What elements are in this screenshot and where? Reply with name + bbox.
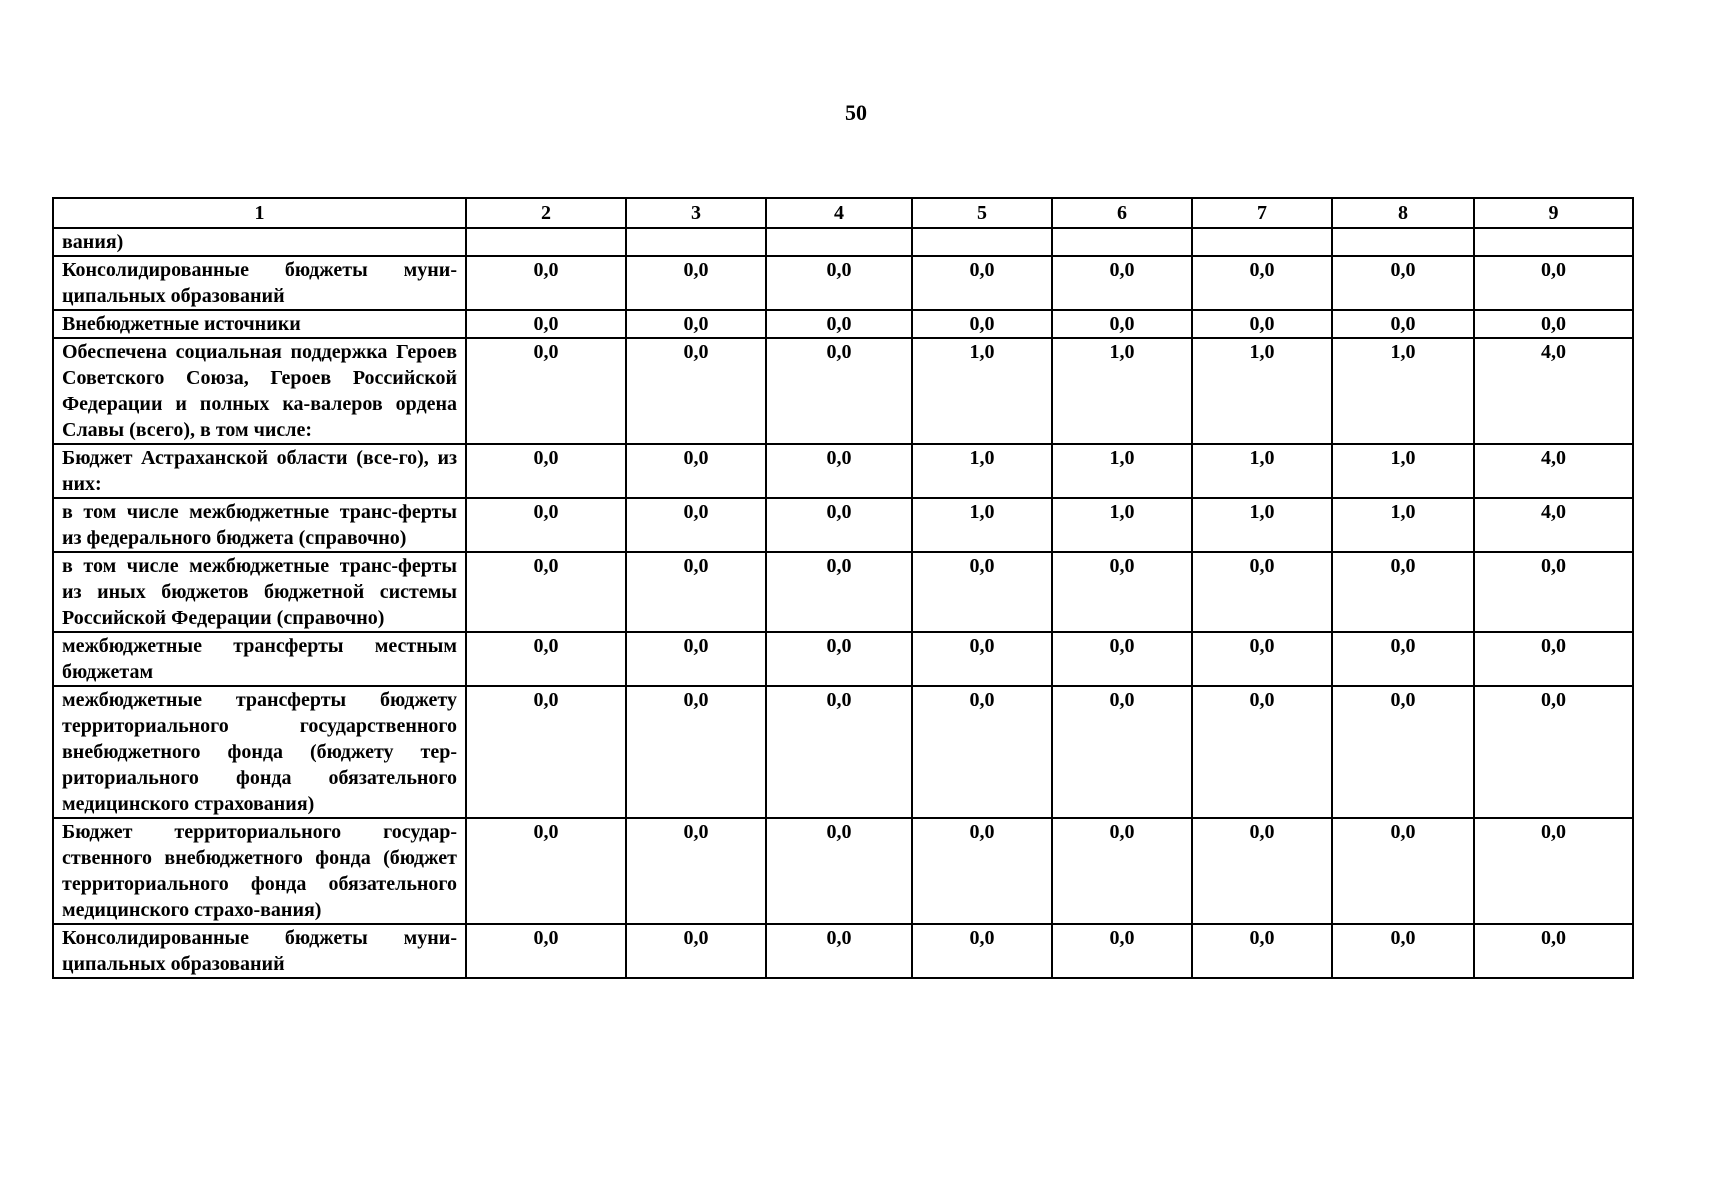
value-cell: 0,0 (466, 632, 626, 686)
value-cell: 0,0 (766, 444, 912, 498)
value-cell: 4,0 (1474, 498, 1633, 552)
value-cell: 0,0 (766, 338, 912, 444)
value-cell: 1,0 (1332, 444, 1474, 498)
value-cell: 0,0 (1332, 552, 1474, 632)
value-cell (1474, 228, 1633, 256)
value-cell: 0,0 (1192, 310, 1332, 338)
header-row (53, 198, 1633, 228)
value-cell: 0,0 (1474, 632, 1633, 686)
value-cell: 0,0 (1474, 686, 1633, 818)
row-label: Бюджет Астраханской области (все-го), из них: (53, 444, 466, 498)
value-cell: 0,0 (626, 498, 766, 552)
table-row (53, 498, 1633, 552)
column-header: 2 (466, 198, 626, 228)
value-cell: 1,0 (1192, 444, 1332, 498)
value-cell: 0,0 (1332, 686, 1474, 818)
value-cell: 0,0 (1332, 310, 1474, 338)
value-cell: 0,0 (626, 632, 766, 686)
value-cell: 1,0 (1332, 338, 1474, 444)
value-cell: 0,0 (1332, 818, 1474, 924)
value-cell: 0,0 (1052, 818, 1192, 924)
row-label: Консолидированные бюджеты муни-ципальных образований (53, 924, 466, 978)
value-cell: 0,0 (766, 924, 912, 978)
table-row (53, 686, 1633, 818)
row-label: вания) (53, 228, 466, 256)
table-row (53, 818, 1633, 924)
value-cell: 0,0 (626, 686, 766, 818)
column-header: 8 (1332, 198, 1474, 228)
column-header: 1 (53, 198, 466, 228)
value-cell: 0,0 (1052, 552, 1192, 632)
table-row (53, 552, 1633, 632)
row-label: Внебюджетные источники (53, 310, 466, 338)
value-cell: 4,0 (1474, 444, 1633, 498)
value-cell: 0,0 (912, 256, 1052, 310)
value-cell: 0,0 (766, 310, 912, 338)
value-cell: 0,0 (1474, 256, 1633, 310)
value-cell: 0,0 (912, 818, 1052, 924)
value-cell: 0,0 (1052, 632, 1192, 686)
row-label: в том числе межбюджетные транс-ферты из иных бюджетов бюджетной системы Российской Федерации (справочно) (53, 552, 466, 632)
value-cell: 1,0 (1192, 338, 1332, 444)
value-cell: 0,0 (626, 256, 766, 310)
value-cell: 0,0 (626, 924, 766, 978)
value-cell: 0,0 (766, 498, 912, 552)
row-label: Бюджет территориального государ-ственного внебюджетного фонда (бюджет территориального фонда обязательного медицинского страхо-вания) (53, 818, 466, 924)
value-cell: 0,0 (1052, 310, 1192, 338)
value-cell: 0,0 (912, 924, 1052, 978)
value-cell: 0,0 (766, 632, 912, 686)
row-label: межбюджетные трансферты бюджету территориального государственного внебюджетного фонда (бюджету тер-риториального фонда обязательного медицинского страхования) (53, 686, 466, 818)
value-cell: 0,0 (466, 310, 626, 338)
table-row (53, 924, 1633, 978)
value-cell: 0,0 (1052, 924, 1192, 978)
value-cell: 0,0 (1474, 924, 1633, 978)
page-number: 50 (845, 100, 867, 125)
value-cell: 1,0 (912, 338, 1052, 444)
column-header: 3 (626, 198, 766, 228)
value-cell: 0,0 (626, 338, 766, 444)
value-cell: 0,0 (466, 444, 626, 498)
value-cell: 0,0 (466, 256, 626, 310)
column-header: 9 (1474, 198, 1633, 228)
value-cell: 0,0 (466, 686, 626, 818)
value-cell: 0,0 (1474, 552, 1633, 632)
value-cell: 0,0 (466, 818, 626, 924)
table-row (53, 338, 1633, 444)
value-cell: 0,0 (626, 310, 766, 338)
row-label: Консолидированные бюджеты муни-ципальных образований (53, 256, 466, 310)
column-header: 7 (1192, 198, 1332, 228)
value-cell (626, 228, 766, 256)
value-cell: 0,0 (626, 444, 766, 498)
value-cell: 1,0 (1052, 498, 1192, 552)
value-cell: 0,0 (912, 686, 1052, 818)
value-cell: 0,0 (466, 924, 626, 978)
value-cell: 0,0 (766, 256, 912, 310)
value-cell: 0,0 (1052, 686, 1192, 818)
value-cell: 0,0 (1332, 924, 1474, 978)
value-cell: 1,0 (912, 444, 1052, 498)
value-cell: 0,0 (1192, 256, 1332, 310)
value-cell: 1,0 (1332, 498, 1474, 552)
value-cell: 1,0 (912, 498, 1052, 552)
value-cell: 1,0 (1052, 444, 1192, 498)
table-row (53, 228, 1633, 256)
row-label: межбюджетные трансферты местным бюджетам (53, 632, 466, 686)
value-cell: 0,0 (466, 498, 626, 552)
value-cell: 0,0 (1474, 310, 1633, 338)
value-cell: 0,0 (1192, 632, 1332, 686)
row-label: Обеспечена социальная поддержка Героев Советского Союза, Героев Российской Федерации и полных ка-валеров ордена Славы (всего), в том числе: (53, 338, 466, 444)
table-row (53, 444, 1633, 498)
value-cell (1192, 228, 1332, 256)
value-cell (766, 228, 912, 256)
value-cell: 0,0 (1474, 818, 1633, 924)
value-cell: 0,0 (1192, 552, 1332, 632)
value-cell: 0,0 (626, 818, 766, 924)
value-cell: 0,0 (1332, 256, 1474, 310)
value-cell (466, 228, 626, 256)
value-cell: 0,0 (1192, 924, 1332, 978)
table-row (53, 632, 1633, 686)
table-row (53, 256, 1633, 310)
value-cell: 1,0 (1052, 338, 1192, 444)
value-cell: 0,0 (912, 552, 1052, 632)
value-cell: 1,0 (1192, 498, 1332, 552)
value-cell: 0,0 (766, 686, 912, 818)
budget-table (52, 197, 1634, 979)
value-cell: 0,0 (1192, 686, 1332, 818)
value-cell: 0,0 (912, 310, 1052, 338)
table-row (53, 310, 1633, 338)
value-cell: 0,0 (626, 552, 766, 632)
value-cell: 0,0 (466, 338, 626, 444)
value-cell (1052, 228, 1192, 256)
column-header: 4 (766, 198, 912, 228)
value-cell: 0,0 (766, 552, 912, 632)
column-header: 5 (912, 198, 1052, 228)
value-cell (1332, 228, 1474, 256)
value-cell: 0,0 (912, 632, 1052, 686)
column-header: 6 (1052, 198, 1192, 228)
value-cell: 0,0 (1192, 818, 1332, 924)
value-cell: 0,0 (1332, 632, 1474, 686)
value-cell: 0,0 (766, 818, 912, 924)
value-cell: 4,0 (1474, 338, 1633, 444)
value-cell: 0,0 (1052, 256, 1192, 310)
value-cell (912, 228, 1052, 256)
value-cell: 0,0 (466, 552, 626, 632)
row-label: в том числе межбюджетные транс-ферты из федерального бюджета (справочно) (53, 498, 466, 552)
